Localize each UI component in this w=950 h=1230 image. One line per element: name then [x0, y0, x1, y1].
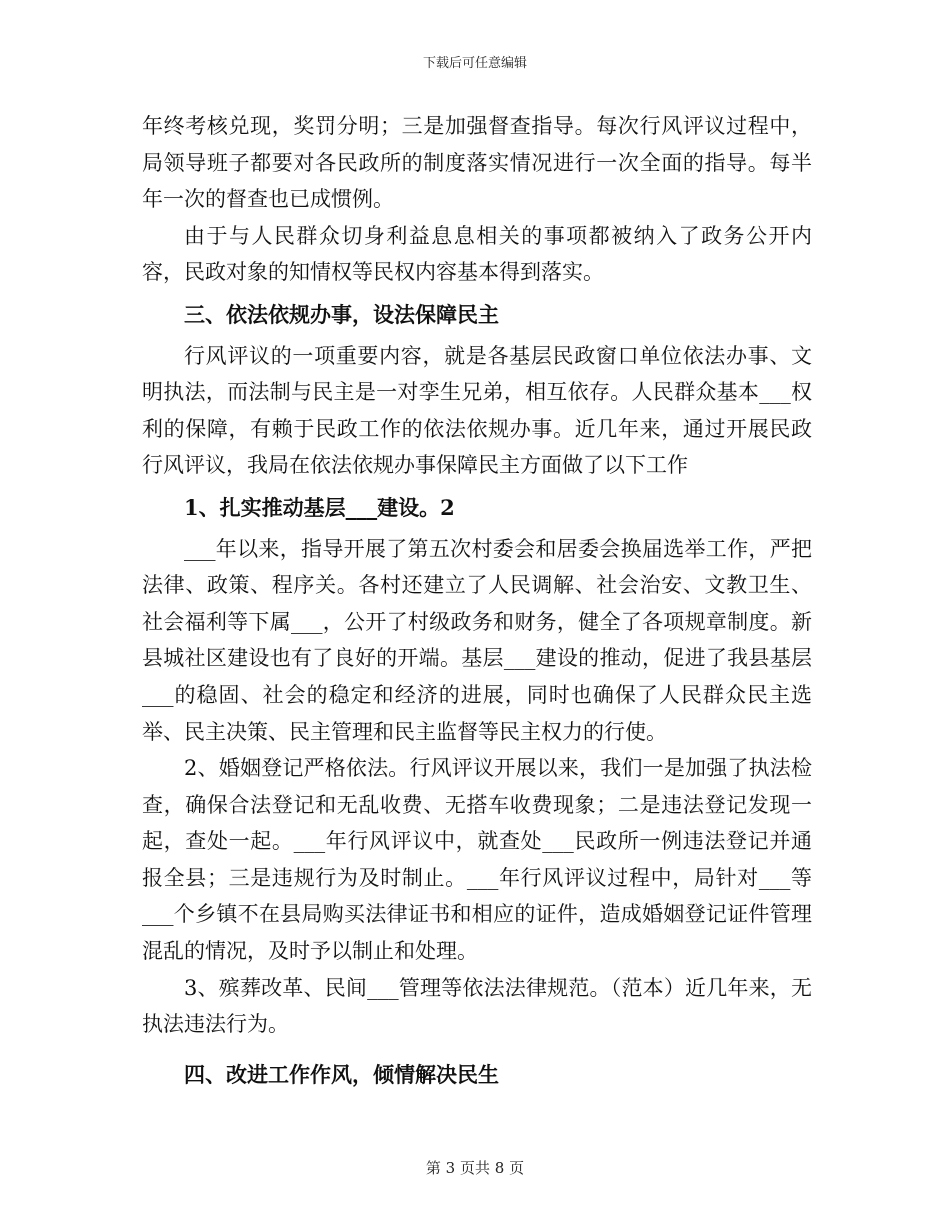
paragraph: 年终考核兑现，奖罚分明；三是加强督查指导。每次行风评议过程中，局领导班子都要对各民政所的制度落实情况进行一次全面的指导。每半年一次的督查也已成惯例。: [142, 114, 812, 212]
subsection-heading: 1、扎实推动基层___建设。2: [184, 494, 455, 520]
paragraph: ___年以来，指导开展了第五次村委会和居委会换届选举工作，严把法律、政策、程序关。各村还建立了人民调解、社会治安、文教卫生、社会福利等下属___，公开了村级政务和财务，健全了各项规章制度。新县城社区建设也有了良好的开端。基层___建设的推动，促进了我县基层___的稳固、社会的稳定和经济的进展，同时也确保了人民群众民主选举、民主决策、民主管理和民主监督等民主权力的行使。: [142, 536, 812, 744]
section-heading: 四、改进工作作风，倾情解决民生: [184, 1061, 499, 1087]
paragraph: 行风评议的一项重要内容，就是各基层民政窗口单位依法办事、文明执法，而法制与民主是一对孪生兄弟，相互依存。人民群众基本___权利的保障，有赖于民政工作的依法依规办事。近几年来，通过开展民政行风评议，我局在依法依规办事保障民主方面做了以下工作: [142, 343, 812, 478]
paragraph: 2、婚姻登记严格依法。行风评议开展以来，我们一是加强了执法检查，确保合法登记和无乱收费、无搭车收费现象；二是违法登记发现一起，查处一起。___年行风评议中，就查处___民政所一例违法登记并通报全县；三是违规行为及时制止。___年行风评议过程中，局针对___等___个乡镇不在县局购买法律证书和相应的证件，造成婚姻登记证件管理混乱的情况，及时予以制止和处理。: [142, 756, 812, 964]
page-header: 下载后可任意编辑: [422, 56, 527, 71]
document-body: [142, 108, 812, 1097]
section-heading: 三、依法依规办事，设法保障民主: [184, 301, 499, 327]
paragraph: 由于与人民群众切身利益息息相关的事项都被纳入了政务公开内容，民政对象的知情权等民权内容基本得到落实。: [142, 223, 812, 285]
paragraph: 3、殡葬改革、民间___管理等依法法律规范。（范本）近几年来，无执法违法行为。: [142, 975, 812, 1037]
page-footer: 第 3 页共 8 页: [425, 1159, 525, 1177]
